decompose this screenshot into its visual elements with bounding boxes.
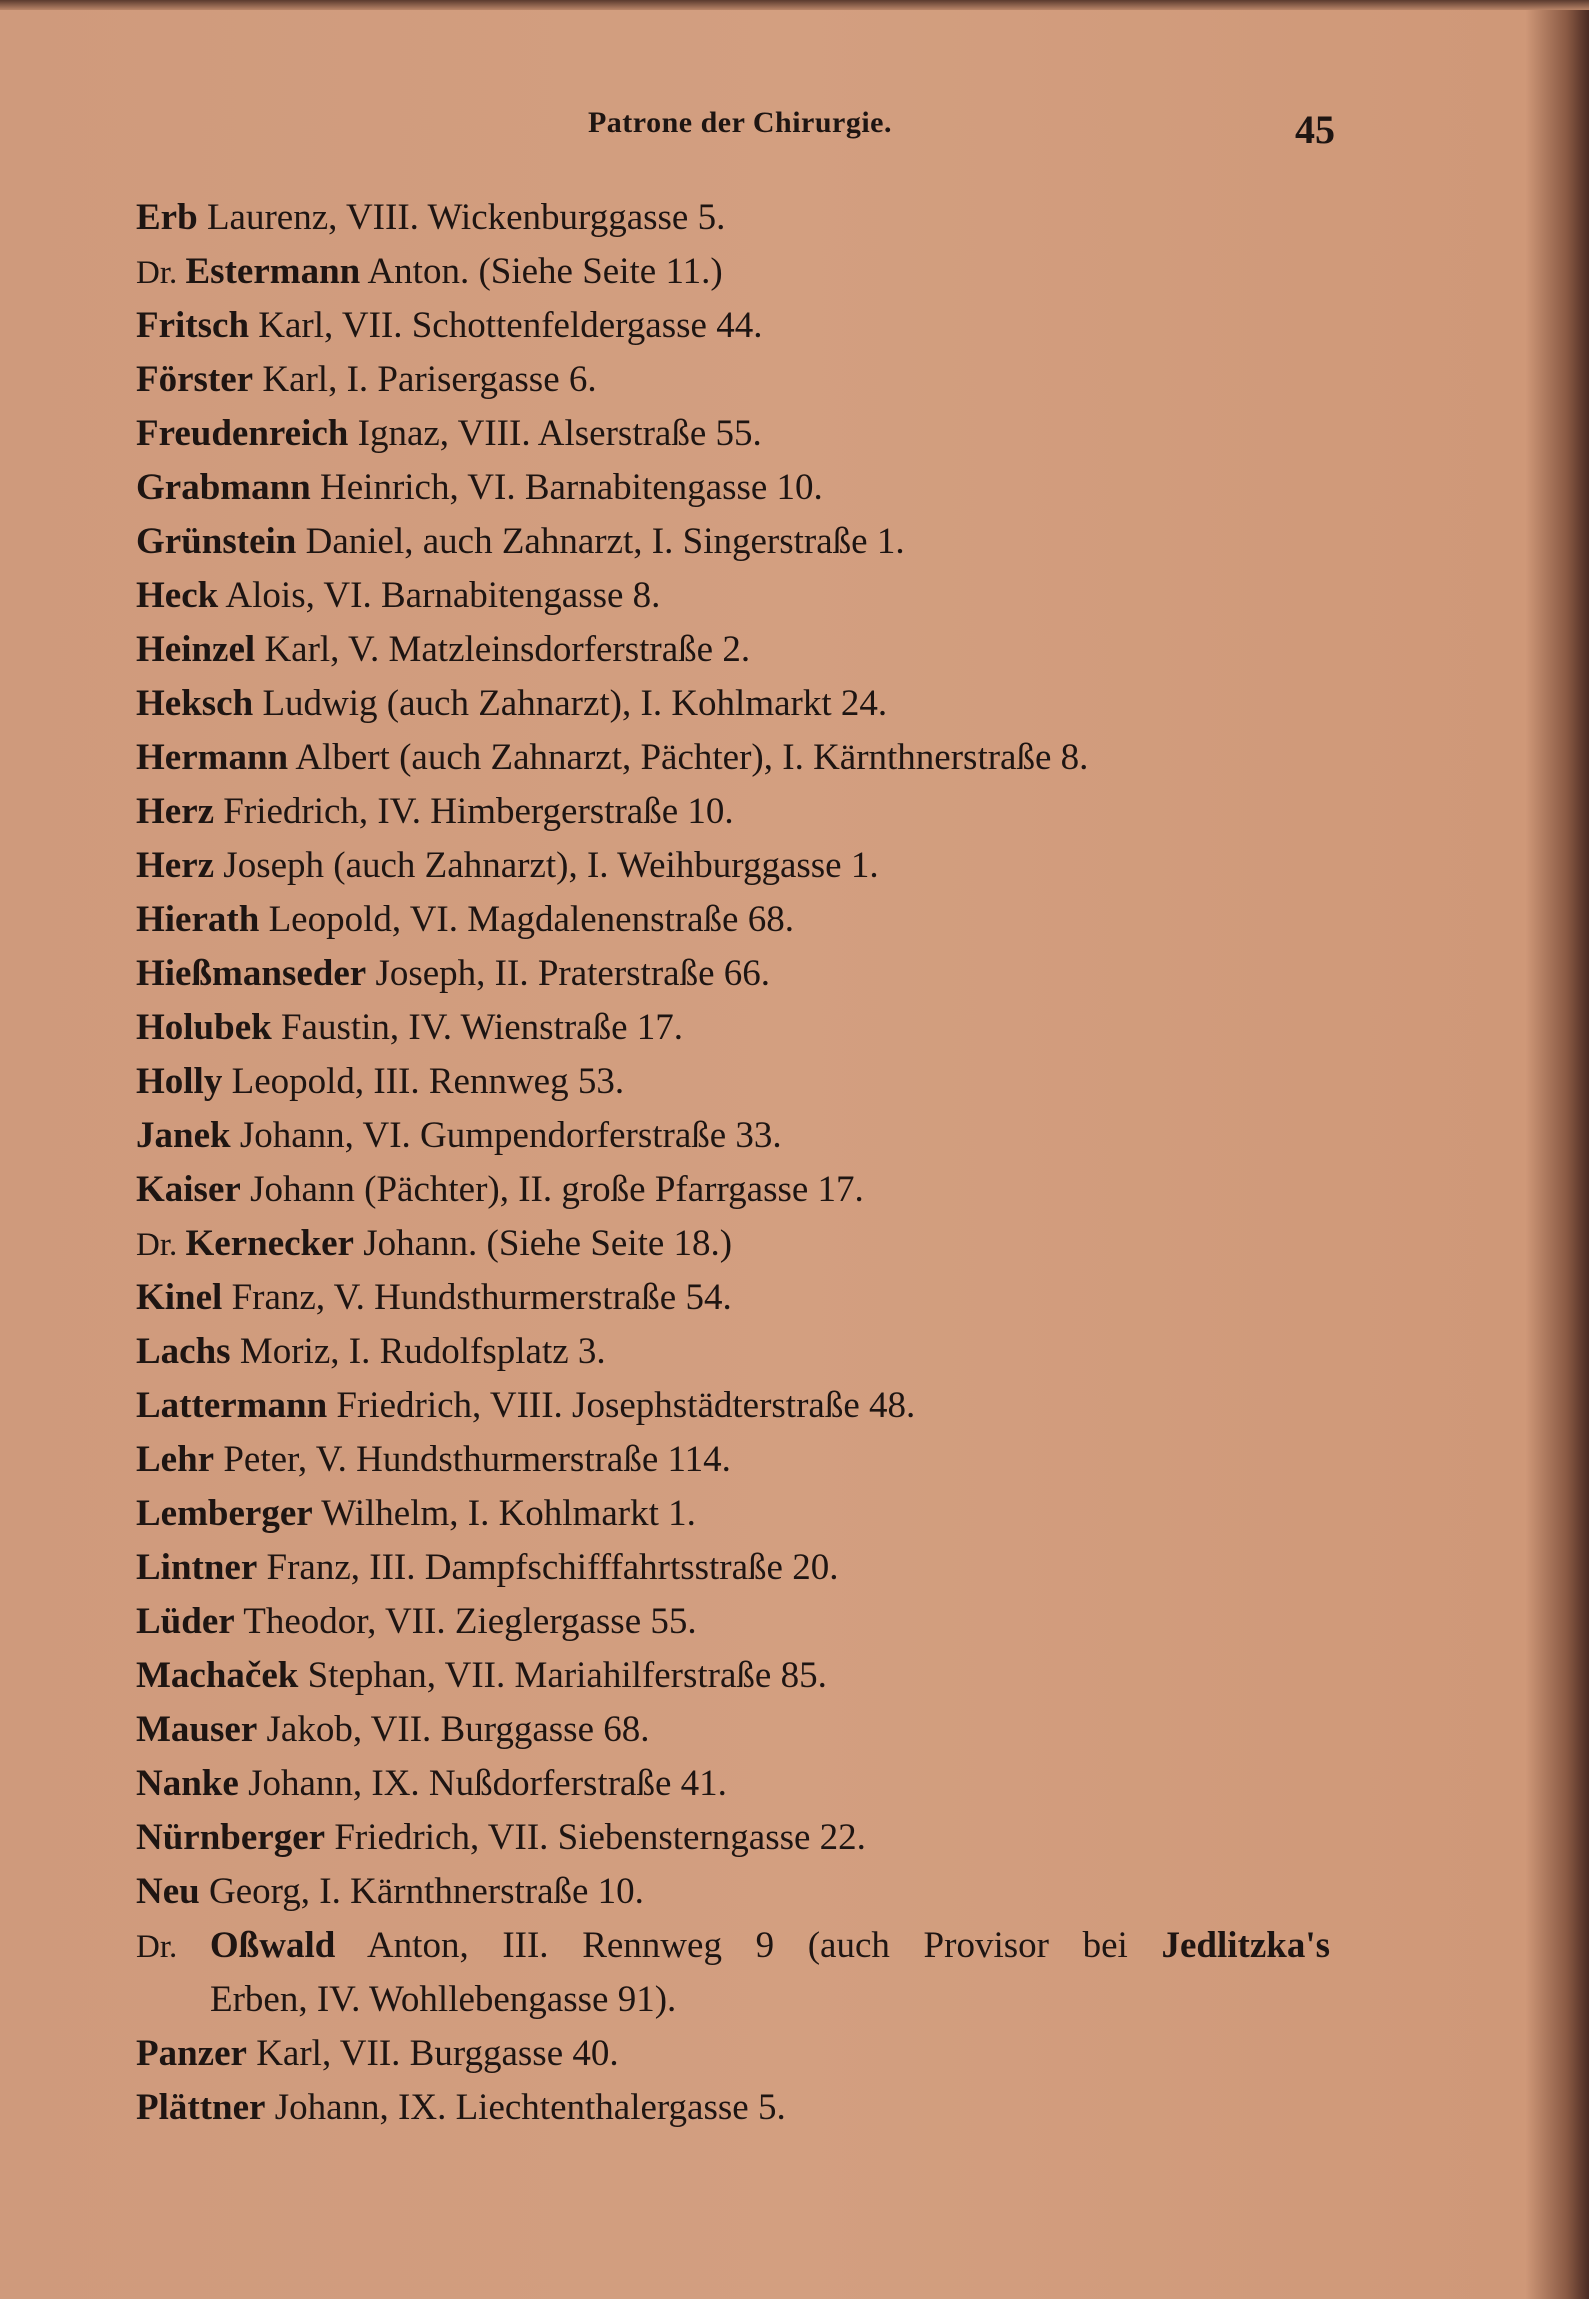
page-header	[0, 106, 1589, 156]
entry-details: Theodor, VII. Zieglergasse 55.	[234, 1601, 697, 1642]
list-entry	[136, 1217, 1330, 1271]
surname: Hierath	[136, 899, 260, 940]
entry-details: Anton. (Siehe Seite 11.)	[360, 251, 723, 292]
list-entry	[136, 785, 1330, 839]
list-entry	[136, 839, 1330, 893]
title-prefix: Dr.	[136, 255, 186, 291]
entry-details: Friedrich, VII. Siebensterngasse 22.	[325, 1817, 866, 1858]
surname: Heck	[136, 575, 219, 616]
list-entry	[136, 1757, 1330, 1811]
entry-details: Karl, VII. Burggasse 40.	[246, 2033, 619, 2074]
surname: Grünstein	[136, 521, 297, 562]
list-entry-continuation	[136, 1973, 1330, 2027]
list-entry	[136, 1001, 1330, 1055]
entry-details: Moriz, I. Rudolfsplatz 3.	[230, 1331, 606, 1372]
directory-list	[136, 191, 1330, 2135]
list-entry	[136, 893, 1330, 947]
entry-details: Albert (auch Zahnarzt, Pächter), I. Kärnthnerstraße 8.	[288, 737, 1089, 778]
page-top-edge	[0, 0, 1589, 10]
surname: Erb	[136, 197, 198, 238]
list-entry	[136, 299, 1330, 353]
surname: Estermann	[185, 251, 361, 292]
surname: Lattermann	[136, 1385, 328, 1426]
surname: Holubek	[136, 1007, 272, 1048]
entry-details: Erben, IV. Wohllebengasse 91).	[210, 1979, 677, 2020]
surname: Freudenreich	[136, 413, 349, 454]
list-entry	[136, 1865, 1330, 1919]
page-number: 45	[1295, 107, 1335, 152]
list-entry	[136, 515, 1330, 569]
surname: Oßwald	[209, 1925, 336, 1966]
entry-details: Karl, I. Parisergasse 6.	[253, 359, 597, 400]
surname: Panzer	[136, 2033, 247, 2074]
entry-details: Johann, VI. Gumpendorferstraße 33.	[230, 1115, 782, 1156]
entry-details: Georg, I. Kärnthnerstraße 10.	[199, 1871, 644, 1912]
surname: Herz	[136, 791, 215, 832]
list-entry	[136, 1379, 1330, 1433]
entry-details: Ludwig (auch Zahnarzt), I. Kohlmarkt 24.	[253, 683, 888, 724]
list-entry	[136, 1325, 1330, 1379]
list-entry	[136, 1649, 1330, 1703]
list-entry	[136, 1109, 1330, 1163]
running-title: Patrone der Chirurgie.	[587, 106, 892, 139]
list-entry	[136, 1433, 1330, 1487]
list-entry	[136, 947, 1330, 1001]
surname: Kinel	[136, 1277, 223, 1318]
list-entry	[136, 461, 1330, 515]
surname: Plättner	[136, 2087, 266, 2128]
list-entry	[136, 569, 1330, 623]
list-entry	[136, 1595, 1330, 1649]
list-entry	[136, 1487, 1330, 1541]
surname: Neu	[136, 1871, 200, 1912]
entry-details: Leopold, III. Rennweg 53.	[222, 1061, 625, 1102]
list-entry	[136, 2027, 1330, 2081]
list-entry	[136, 1271, 1330, 1325]
entry-details: Daniel, auch Zahnarzt, I. Singerstraße 1.	[296, 521, 905, 562]
list-entry	[136, 731, 1330, 785]
list-entry	[136, 1163, 1330, 1217]
list-entry	[136, 677, 1330, 731]
list-entry	[136, 1703, 1330, 1757]
surname: Kaiser	[136, 1169, 241, 1210]
surname: Nanke	[136, 1763, 239, 1804]
entry-details: Laurenz, VIII. Wickenburggasse 5.	[197, 197, 726, 238]
entry-details: Faustin, IV. Wienstraße 17.	[271, 1007, 684, 1048]
entry-details: Ignaz, VIII. Alserstraße 55.	[348, 413, 762, 454]
surname: Lachs	[136, 1331, 231, 1372]
list-entry	[136, 1541, 1330, 1595]
entry-details: Johann, IX. Liechtenthalergasse 5.	[265, 2087, 786, 2128]
surname: Holly	[136, 1061, 223, 1102]
surname: Lintner	[136, 1547, 258, 1588]
entry-details: Karl, V. Matzleinsdorferstraße 2.	[255, 629, 751, 670]
list-entry	[136, 191, 1330, 245]
surname: Heksch	[136, 683, 254, 724]
entry-details: Karl, VII. Schottenfeldergasse 44.	[249, 305, 763, 346]
surname: Mauser	[136, 1709, 258, 1750]
list-entry	[136, 1055, 1330, 1109]
surname: Heinzel	[136, 629, 256, 670]
surname: Lehr	[136, 1439, 215, 1480]
list-entry	[136, 245, 1330, 299]
surname: Lemberger	[136, 1493, 313, 1534]
list-entry	[136, 1919, 1330, 1973]
entry-details: Johann, IX. Nußdorferstraße 41.	[238, 1763, 727, 1804]
entry-details: Heinrich, VI. Barnabitengasse 10.	[310, 467, 823, 508]
surname: Grabmann	[136, 467, 311, 508]
surname: Hießmanseder	[136, 953, 367, 994]
entry-details: Johann. (Siehe Seite 18.)	[353, 1223, 733, 1264]
surname: Herz	[136, 845, 215, 886]
surname: Hermann	[136, 737, 289, 778]
list-entry	[136, 1811, 1330, 1865]
title-prefix: Dr.	[136, 1929, 210, 1965]
entry-details: Anton, III. Rennweg 9 (auch Provisor bei	[335, 1925, 1162, 1966]
surname: Lüder	[136, 1601, 235, 1642]
entry-details: Alois, VI. Barnabitengasse 8.	[218, 575, 661, 616]
surname: Fritsch	[136, 305, 250, 346]
list-entry	[136, 407, 1330, 461]
entry-details: Friedrich, VIII. Josephstädterstraße 48.	[327, 1385, 916, 1426]
entry-details: Franz, III. Dampfschifffahrtsstraße 20.	[257, 1547, 839, 1588]
surname: Machaček	[136, 1655, 299, 1696]
entry-details: Joseph (auch Zahnarzt), I. Weihburggasse 1.	[214, 845, 879, 886]
entry-details: Jakob, VII. Burggasse 68.	[257, 1709, 650, 1750]
entry-details: Friedrich, IV. Himbergerstraße 10.	[214, 791, 734, 832]
entry-details: Joseph, II. Praterstraße 66.	[366, 953, 771, 994]
surname: Nürnberger	[136, 1817, 326, 1858]
title-prefix: Dr.	[136, 1227, 186, 1263]
entry-details: Leopold, VI. Magdalenenstraße 68.	[259, 899, 794, 940]
list-entry	[136, 623, 1330, 677]
entry-details: Stephan, VII. Mariahilferstraße 85.	[298, 1655, 827, 1696]
surname: Janek	[136, 1115, 231, 1156]
list-entry	[136, 2081, 1330, 2135]
entry-details: Franz, V. Hundsthurmerstraße 54.	[222, 1277, 732, 1318]
surname: Förster	[136, 359, 254, 400]
list-entry	[136, 353, 1330, 407]
entry-details: Wilhelm, I. Kohlmarkt 1.	[312, 1493, 696, 1534]
entry-details: Johann (Pächter), II. große Pfarrgasse 17.	[240, 1169, 864, 1210]
surname: Kernecker	[185, 1223, 354, 1264]
business-name: Jedlitzka's	[1161, 1925, 1331, 1966]
entry-details: Peter, V. Hundsthurmerstraße 114.	[214, 1439, 731, 1480]
